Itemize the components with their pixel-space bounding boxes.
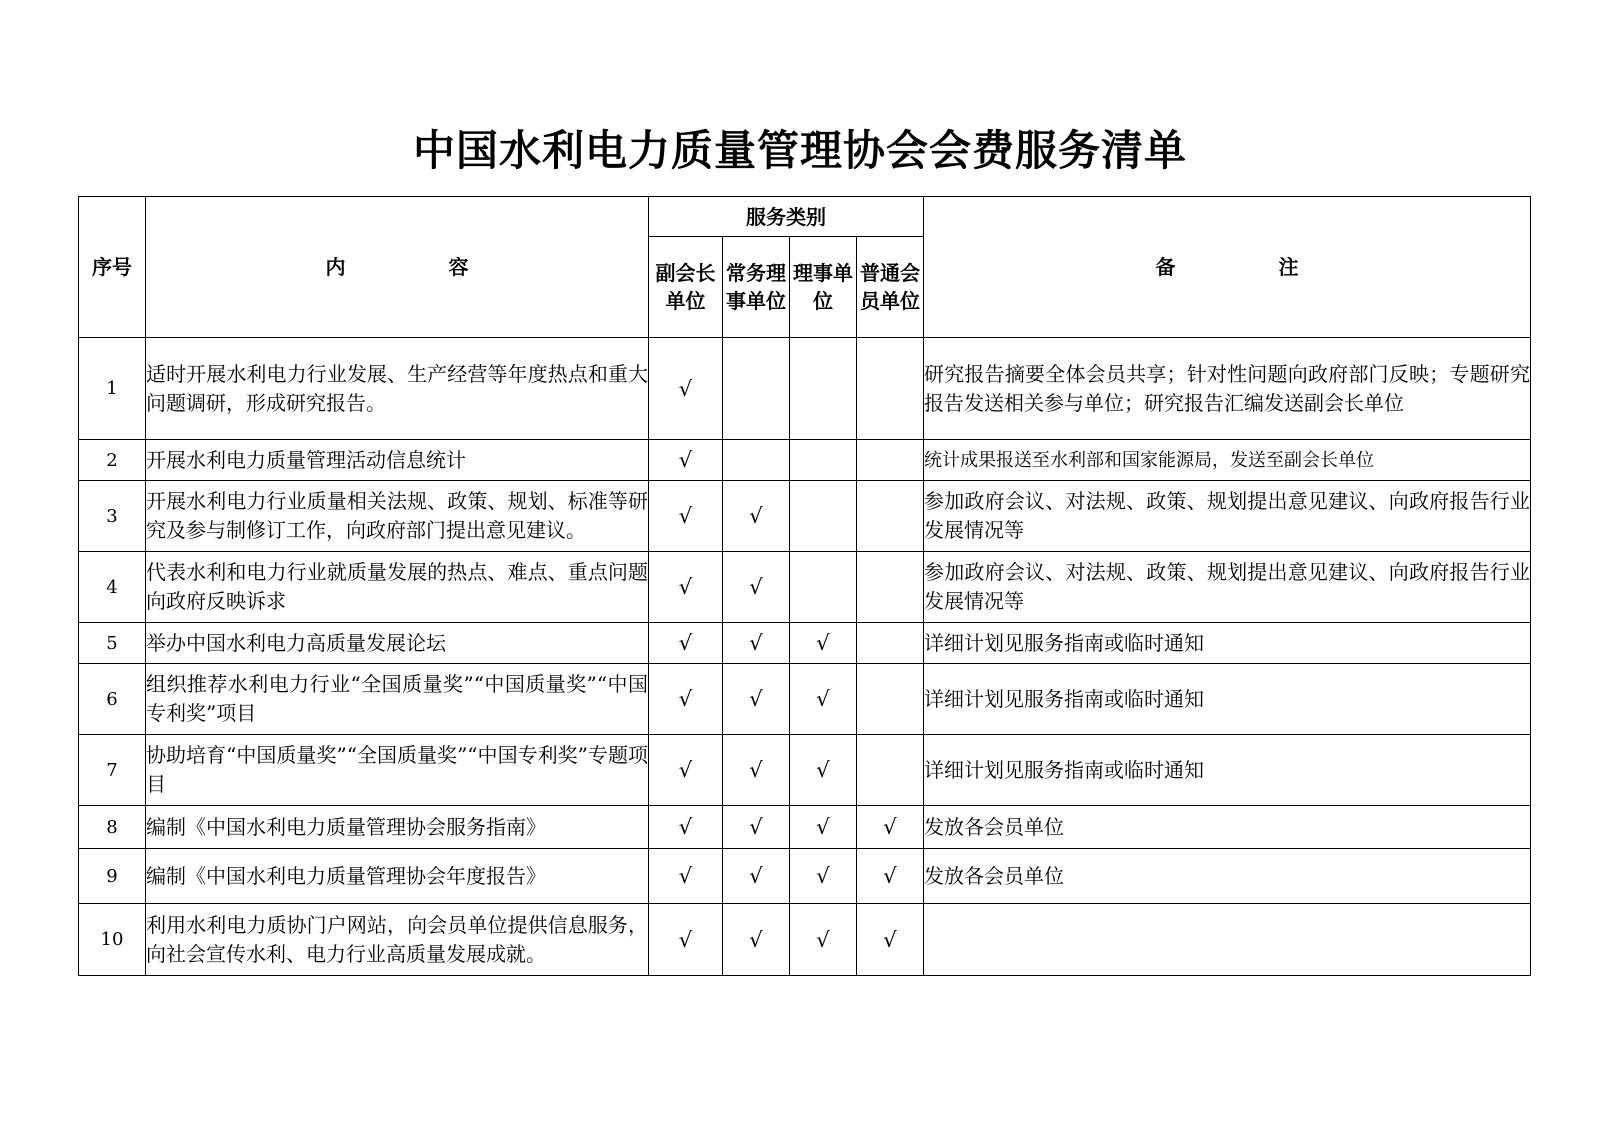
header-vice-president-unit: 副会长单位	[649, 237, 723, 338]
check-cell	[790, 552, 857, 623]
row-content: 编制《中国水利电力质量管理协会服务指南》	[146, 806, 649, 849]
check-mark-icon: √	[749, 927, 763, 952]
row-number: 4	[79, 552, 146, 623]
check-cell	[649, 623, 723, 664]
row-number: 2	[79, 440, 146, 481]
check-mark-icon: √	[678, 758, 693, 782]
table-row	[79, 849, 1531, 904]
check-cell	[790, 849, 857, 904]
check-cell	[857, 338, 924, 440]
check-cell	[649, 849, 723, 904]
check-mark-icon: √	[816, 815, 830, 839]
row-content: 举办中国水利电力高质量发展论坛	[146, 623, 649, 664]
table-row	[79, 735, 1531, 806]
row-note	[924, 904, 1531, 976]
check-mark-icon: √	[749, 504, 763, 528]
check-mark-icon: √	[749, 687, 763, 711]
check-cell	[723, 338, 790, 440]
check-mark-icon: √	[749, 864, 763, 888]
table-body	[79, 338, 1531, 976]
check-cell	[857, 849, 924, 904]
service-list-table	[78, 196, 1531, 976]
check-cell	[723, 806, 790, 849]
row-content: 组织推荐水利电力行业“全国质量奖”“中国质量奖”“中国专利奖”项目	[146, 664, 649, 735]
check-mark-icon: √	[749, 631, 763, 655]
check-mark-icon: √	[816, 758, 830, 782]
check-mark-icon: √	[883, 815, 897, 839]
check-cell	[723, 904, 790, 976]
check-cell	[723, 481, 790, 552]
check-cell	[857, 904, 924, 976]
row-note: 详细计划见服务指南或临时通知	[924, 664, 1531, 735]
check-cell	[790, 623, 857, 664]
row-number: 1	[79, 338, 146, 440]
check-cell	[723, 623, 790, 664]
check-cell	[790, 904, 857, 976]
check-cell	[649, 664, 723, 735]
check-mark-icon: √	[816, 927, 830, 952]
row-content: 编制《中国水利电力质量管理协会年度报告》	[146, 849, 649, 904]
row-note: 研究报告摘要全体会员共享；针对性问题向政府部门反映；专题研究报告发送相关参与单位；研究报告汇编发送副会长单位	[924, 338, 1531, 440]
check-mark-icon: √	[678, 864, 693, 888]
page-title: 中国水利电力质量管理协会会费服务清单	[412, 126, 1187, 175]
header-director-unit: 理事单位	[790, 237, 857, 338]
check-mark-icon: √	[678, 504, 693, 528]
check-cell	[723, 440, 790, 481]
row-note: 参加政府会议、对法规、政策、规划提出意见建议、向政府报告行业发展情况等	[924, 481, 1531, 552]
table-row	[79, 904, 1531, 976]
check-cell	[649, 338, 723, 440]
row-content: 开展水利电力行业质量相关法规、政策、规划、标准等研究及参与制修订工作，向政府部门提出意见建议。	[146, 481, 649, 552]
row-content: 开展水利电力质量管理活动信息统计	[146, 440, 649, 481]
row-content: 协助培育“中国质量奖”“全国质量奖”“中国专利奖”专题项目	[146, 735, 649, 806]
check-cell	[857, 481, 924, 552]
header-seq: 序号	[79, 197, 146, 338]
row-note: 参加政府会议、对法规、政策、规划提出意见建议、向政府报告行业发展情况等	[924, 552, 1531, 623]
check-cell	[649, 552, 723, 623]
header-standing-director-unit: 常务理事单位	[723, 237, 790, 338]
row-number: 8	[79, 806, 146, 849]
row-number: 7	[79, 735, 146, 806]
check-cell	[857, 806, 924, 849]
check-cell	[723, 735, 790, 806]
row-content: 利用水利电力质协门户网站，向会员单位提供信息服务，向社会宣传水利、电力行业高质量发展成就。	[146, 904, 649, 976]
table-row	[79, 552, 1531, 623]
table-row	[79, 338, 1531, 440]
check-mark-icon: √	[816, 687, 830, 711]
table-row	[79, 623, 1531, 664]
check-mark-icon: √	[678, 631, 693, 655]
check-mark-icon: √	[678, 376, 693, 401]
header-content: 内 容	[146, 197, 649, 338]
check-cell	[790, 481, 857, 552]
table-row	[79, 806, 1531, 849]
table-row	[79, 664, 1531, 735]
row-number: 3	[79, 481, 146, 552]
check-mark-icon: √	[749, 575, 763, 599]
check-cell	[723, 552, 790, 623]
check-cell	[649, 735, 723, 806]
check-mark-icon: √	[678, 927, 693, 952]
check-cell	[723, 664, 790, 735]
check-mark-icon: √	[816, 631, 830, 655]
check-mark-icon: √	[678, 687, 693, 711]
check-cell	[857, 735, 924, 806]
row-note: 详细计划见服务指南或临时通知	[924, 735, 1531, 806]
row-note: 发放各会员单位	[924, 806, 1531, 849]
check-cell	[857, 440, 924, 481]
check-mark-icon: √	[749, 758, 763, 782]
check-cell	[790, 664, 857, 735]
table-row	[79, 481, 1531, 552]
header-note: 备 注	[924, 197, 1531, 338]
check-cell	[649, 440, 723, 481]
row-number: 6	[79, 664, 146, 735]
check-cell	[649, 904, 723, 976]
row-note: 发放各会员单位	[924, 849, 1531, 904]
row-content: 适时开展水利电力行业发展、生产经营等年度热点和重大问题调研，形成研究报告。	[146, 338, 649, 440]
row-number: 10	[79, 904, 146, 976]
check-cell	[857, 552, 924, 623]
check-mark-icon: √	[678, 575, 693, 599]
row-number: 9	[79, 849, 146, 904]
check-cell	[649, 481, 723, 552]
table-row	[79, 440, 1531, 481]
check-cell	[857, 664, 924, 735]
check-mark-icon: √	[883, 864, 897, 888]
check-cell	[857, 623, 924, 664]
header-category: 服务类别	[649, 197, 924, 237]
check-cell	[790, 338, 857, 440]
row-number: 5	[79, 623, 146, 664]
check-cell	[790, 735, 857, 806]
check-cell	[790, 440, 857, 481]
check-cell	[723, 849, 790, 904]
check-mark-icon: √	[883, 927, 897, 952]
check-mark-icon: √	[678, 815, 693, 839]
check-cell	[790, 806, 857, 849]
check-cell	[649, 806, 723, 849]
row-note: 统计成果报送至水利部和国家能源局，发送至副会长单位	[924, 440, 1531, 481]
check-mark-icon: √	[749, 815, 763, 839]
header-ordinary-member-unit: 普通会员单位	[857, 237, 924, 338]
row-content: 代表水利和电力行业就质量发展的热点、难点、重点问题向政府反映诉求	[146, 552, 649, 623]
check-mark-icon: √	[816, 864, 830, 888]
row-note: 详细计划见服务指南或临时通知	[924, 623, 1531, 664]
check-mark-icon: √	[678, 448, 693, 472]
